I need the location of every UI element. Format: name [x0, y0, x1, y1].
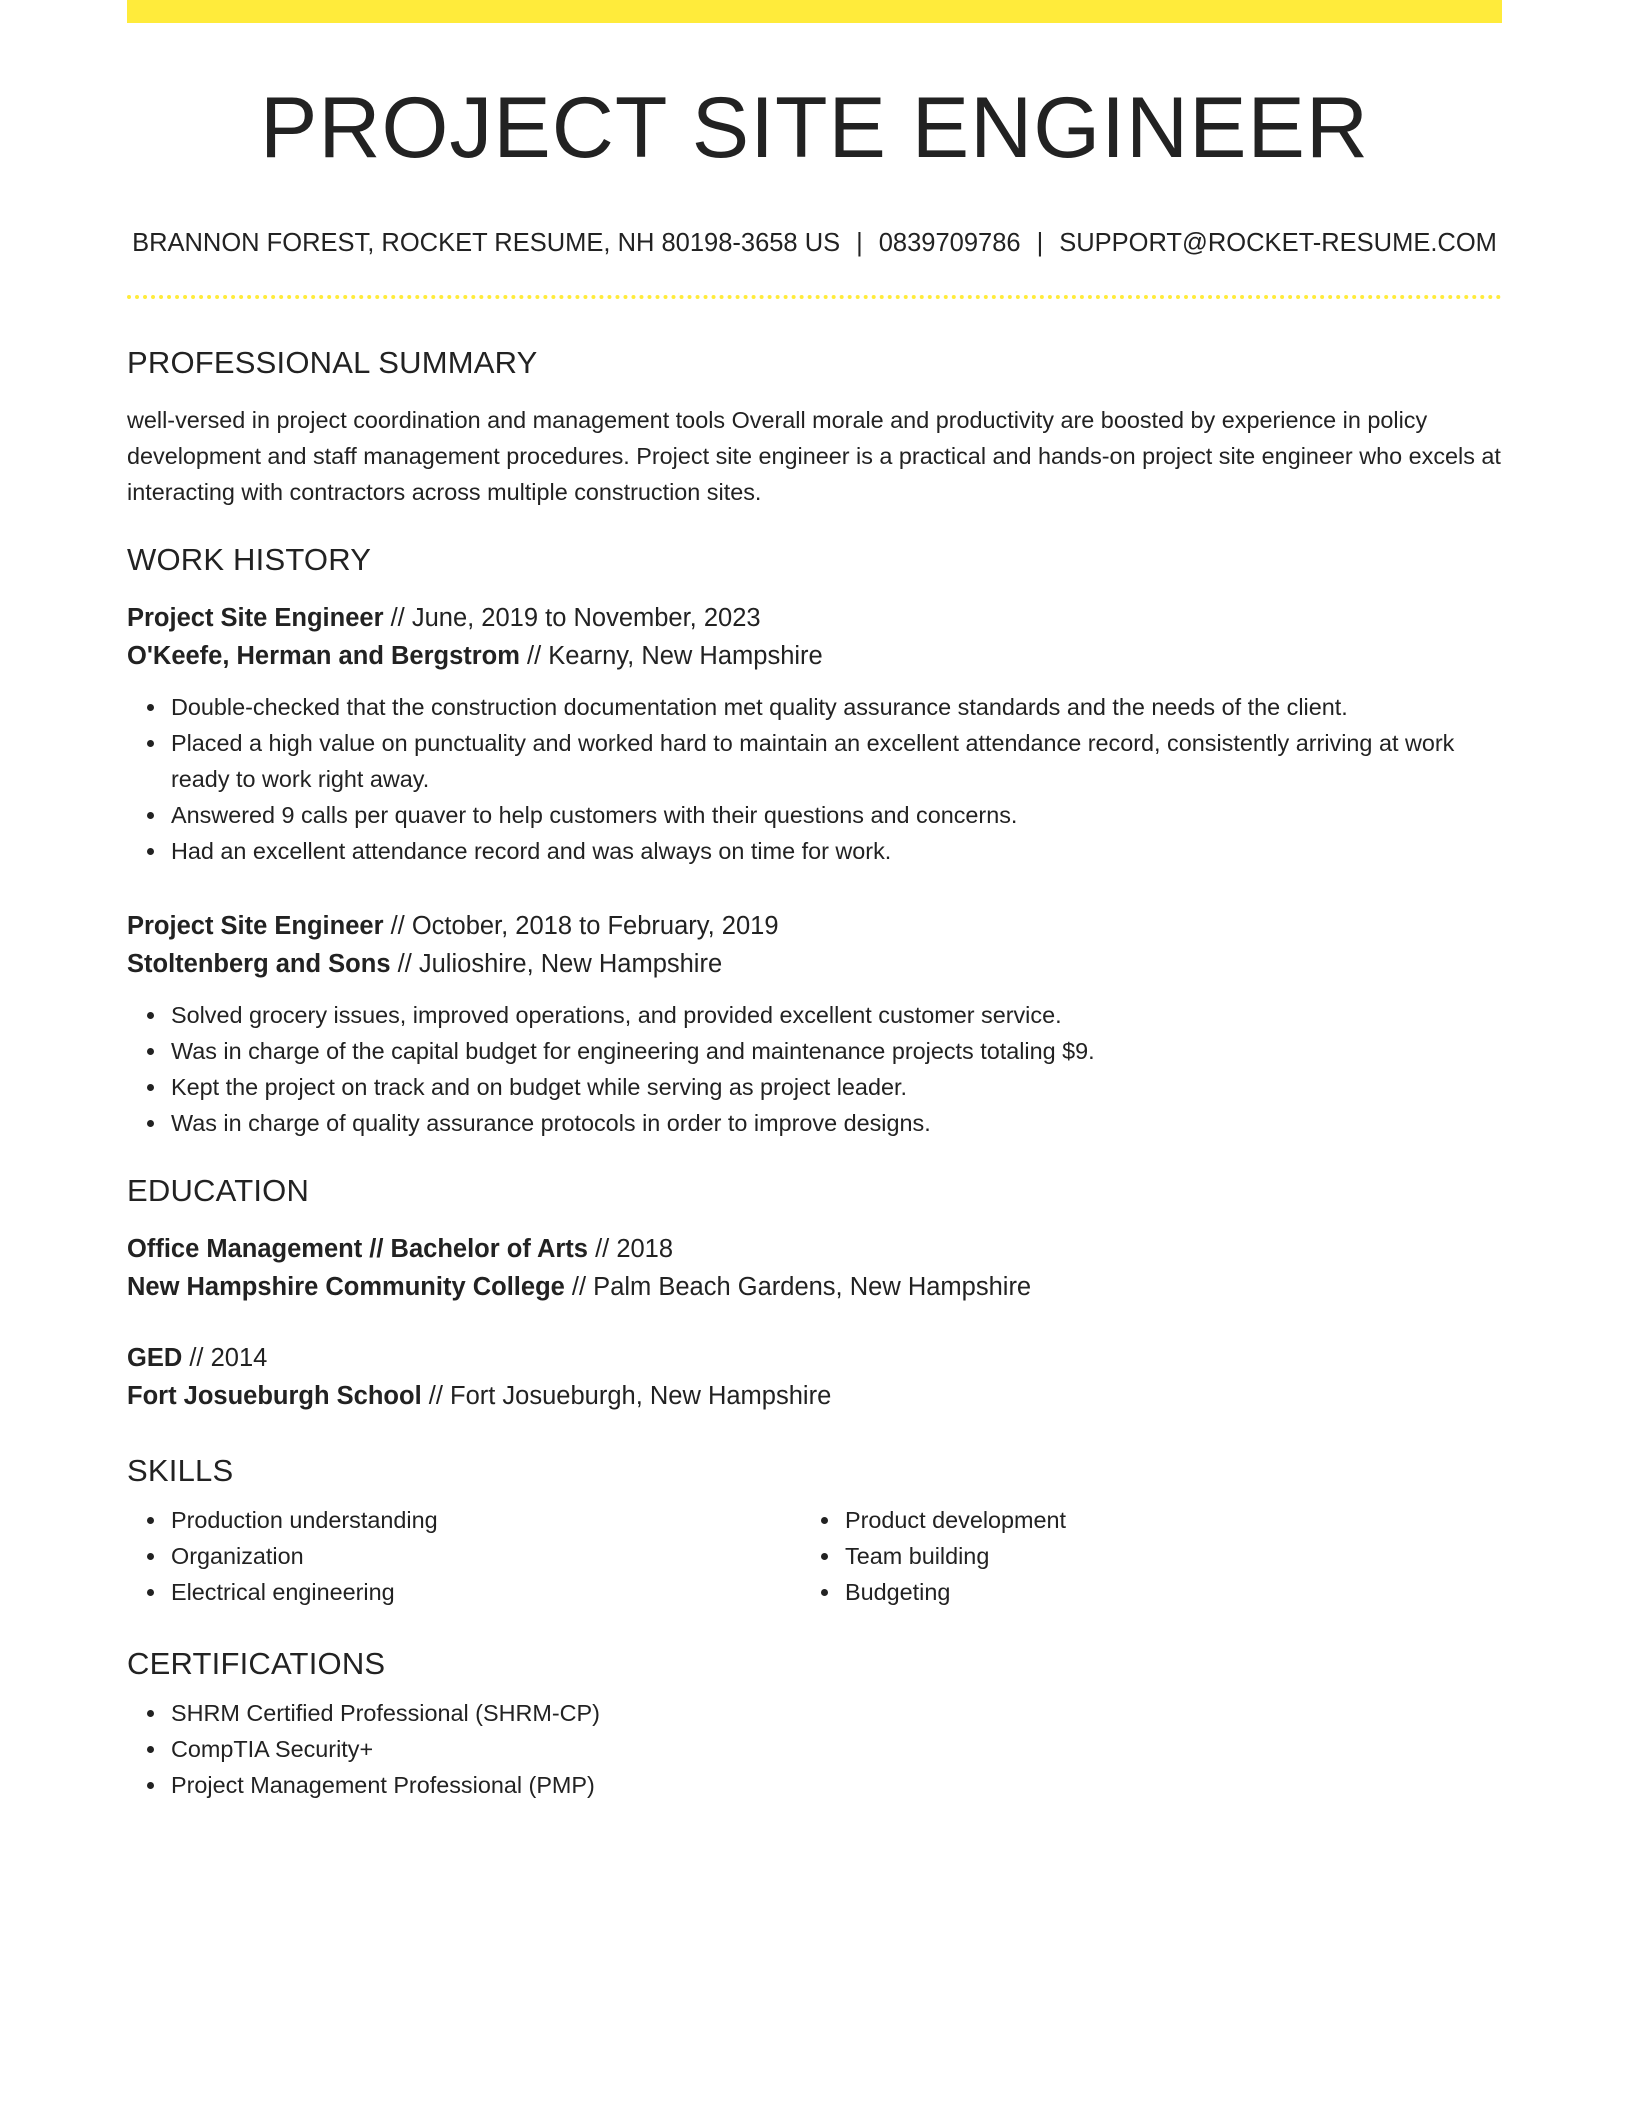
- certification-item: SHRM Certified Professional (SHRM-CP): [171, 1695, 1502, 1731]
- summary-text: well-versed in project coordination and management tools Overall morale and productivity are boosted by experience in policy development and staff management procedures. Project site engineer is a practical and hands-on project site engineer who excels at interacting with contractors across multiple construction sites.: [127, 406, 1501, 505]
- contact-email: SUPPORT@ROCKET-RESUME.COM: [1059, 229, 1497, 257]
- education-entry: [127, 1339, 1502, 1415]
- education-year: // 2018: [587, 1234, 674, 1263]
- education-degree: GED: [127, 1343, 183, 1372]
- skills-list: [127, 1502, 801, 1610]
- contact-line: [127, 231, 1502, 257]
- skills-column: [801, 1502, 1066, 1610]
- skill-item: Organization: [171, 1538, 801, 1574]
- job-dates: // October, 2018 to February, 2019: [383, 911, 779, 940]
- job-title: Project Site Engineer: [127, 603, 384, 632]
- contact-phone: 0839709786: [878, 229, 1021, 257]
- job-company-line: [127, 945, 1502, 983]
- list-item: Double-checked that the construction documentation met quality assurance standards and the needs of the client.: [171, 689, 1502, 725]
- contact-separator: |: [1036, 229, 1044, 257]
- job-title-line: [127, 907, 1502, 945]
- list-item: Had an excellent attendance record and was always on time for work.: [171, 833, 1502, 869]
- education-school: New Hampshire Community College: [127, 1272, 565, 1301]
- job-title: Project Site Engineer: [127, 911, 384, 940]
- accent-bar: [127, 0, 1502, 23]
- education-degree: Office Management // Bachelor of Arts: [127, 1234, 588, 1263]
- skills-list: [801, 1502, 1066, 1610]
- education-entry: [127, 1230, 1502, 1306]
- page-title: PROJECT SITE ENGINEER: [260, 80, 1369, 176]
- certification-item: Project Management Professional (PMP): [171, 1767, 1502, 1803]
- list-item: Was in charge of quality assurance protocols in order to improve designs.: [171, 1105, 1502, 1141]
- education-heading: EDUCATION: [127, 1172, 310, 1208]
- education-school-line: [127, 1268, 1502, 1306]
- job-dates: // June, 2019 to November, 2023: [383, 603, 761, 632]
- list-item: Answered 9 calls per quaver to help customers with their questions and concerns.: [171, 797, 1502, 833]
- work-history-heading: WORK HISTORY: [127, 541, 372, 577]
- education-location: // Fort Josueburgh, New Hampshire: [421, 1381, 832, 1410]
- skill-item: Team building: [845, 1538, 1066, 1574]
- job-bullets: [127, 689, 1502, 869]
- certifications-heading: CERTIFICATIONS: [127, 1645, 386, 1681]
- certifications-list: [127, 1695, 1502, 1803]
- education-school-line: [127, 1377, 1502, 1415]
- summary-heading: PROFESSIONAL SUMMARY: [127, 344, 538, 380]
- skill-item: Electrical engineering: [171, 1574, 801, 1610]
- job-entry: [127, 907, 1502, 1141]
- job-entry: [127, 599, 1502, 869]
- skills-column: [127, 1502, 801, 1610]
- skill-item: Production understanding: [171, 1502, 801, 1538]
- job-bullets: [127, 997, 1502, 1141]
- job-location: // Kearny, New Hampshire: [519, 641, 823, 670]
- skills-grid: [127, 1502, 1502, 1610]
- contact-address: BRANNON FOREST, ROCKET RESUME, NH 80198-3658 US: [132, 229, 841, 257]
- job-title-line: [127, 599, 1502, 637]
- list-item: Was in charge of the capital budget for engineering and maintenance projects totaling $9.: [171, 1033, 1502, 1069]
- dotted-divider: [127, 295, 1502, 299]
- certification-item: CompTIA Security+: [171, 1731, 1502, 1767]
- list-item: Kept the project on track and on budget while serving as project leader.: [171, 1069, 1502, 1105]
- job-company: O'Keefe, Herman and Bergstrom: [127, 641, 520, 670]
- education-year: // 2014: [182, 1343, 268, 1372]
- job-company: Stoltenberg and Sons: [127, 949, 391, 978]
- education-degree-line: [127, 1339, 1502, 1377]
- skill-item: Product development: [845, 1502, 1066, 1538]
- list-item: Placed a high value on punctuality and worked hard to maintain an excellent attendance record, consistently arriving at work ready to work right away.: [171, 725, 1502, 797]
- education-school: Fort Josueburgh School: [127, 1381, 422, 1410]
- skill-item: Budgeting: [845, 1574, 1066, 1610]
- job-location: // Julioshire, New Hampshire: [390, 949, 723, 978]
- list-item: Solved grocery issues, improved operations, and provided excellent customer service.: [171, 997, 1502, 1033]
- contact-separator: |: [856, 229, 863, 257]
- resume-page: [127, 0, 1502, 1803]
- education-location: // Palm Beach Gardens, New Hampshire: [564, 1272, 1032, 1301]
- skills-heading: SKILLS: [127, 1452, 234, 1488]
- education-degree-line: [127, 1230, 1502, 1268]
- job-company-line: [127, 637, 1502, 675]
